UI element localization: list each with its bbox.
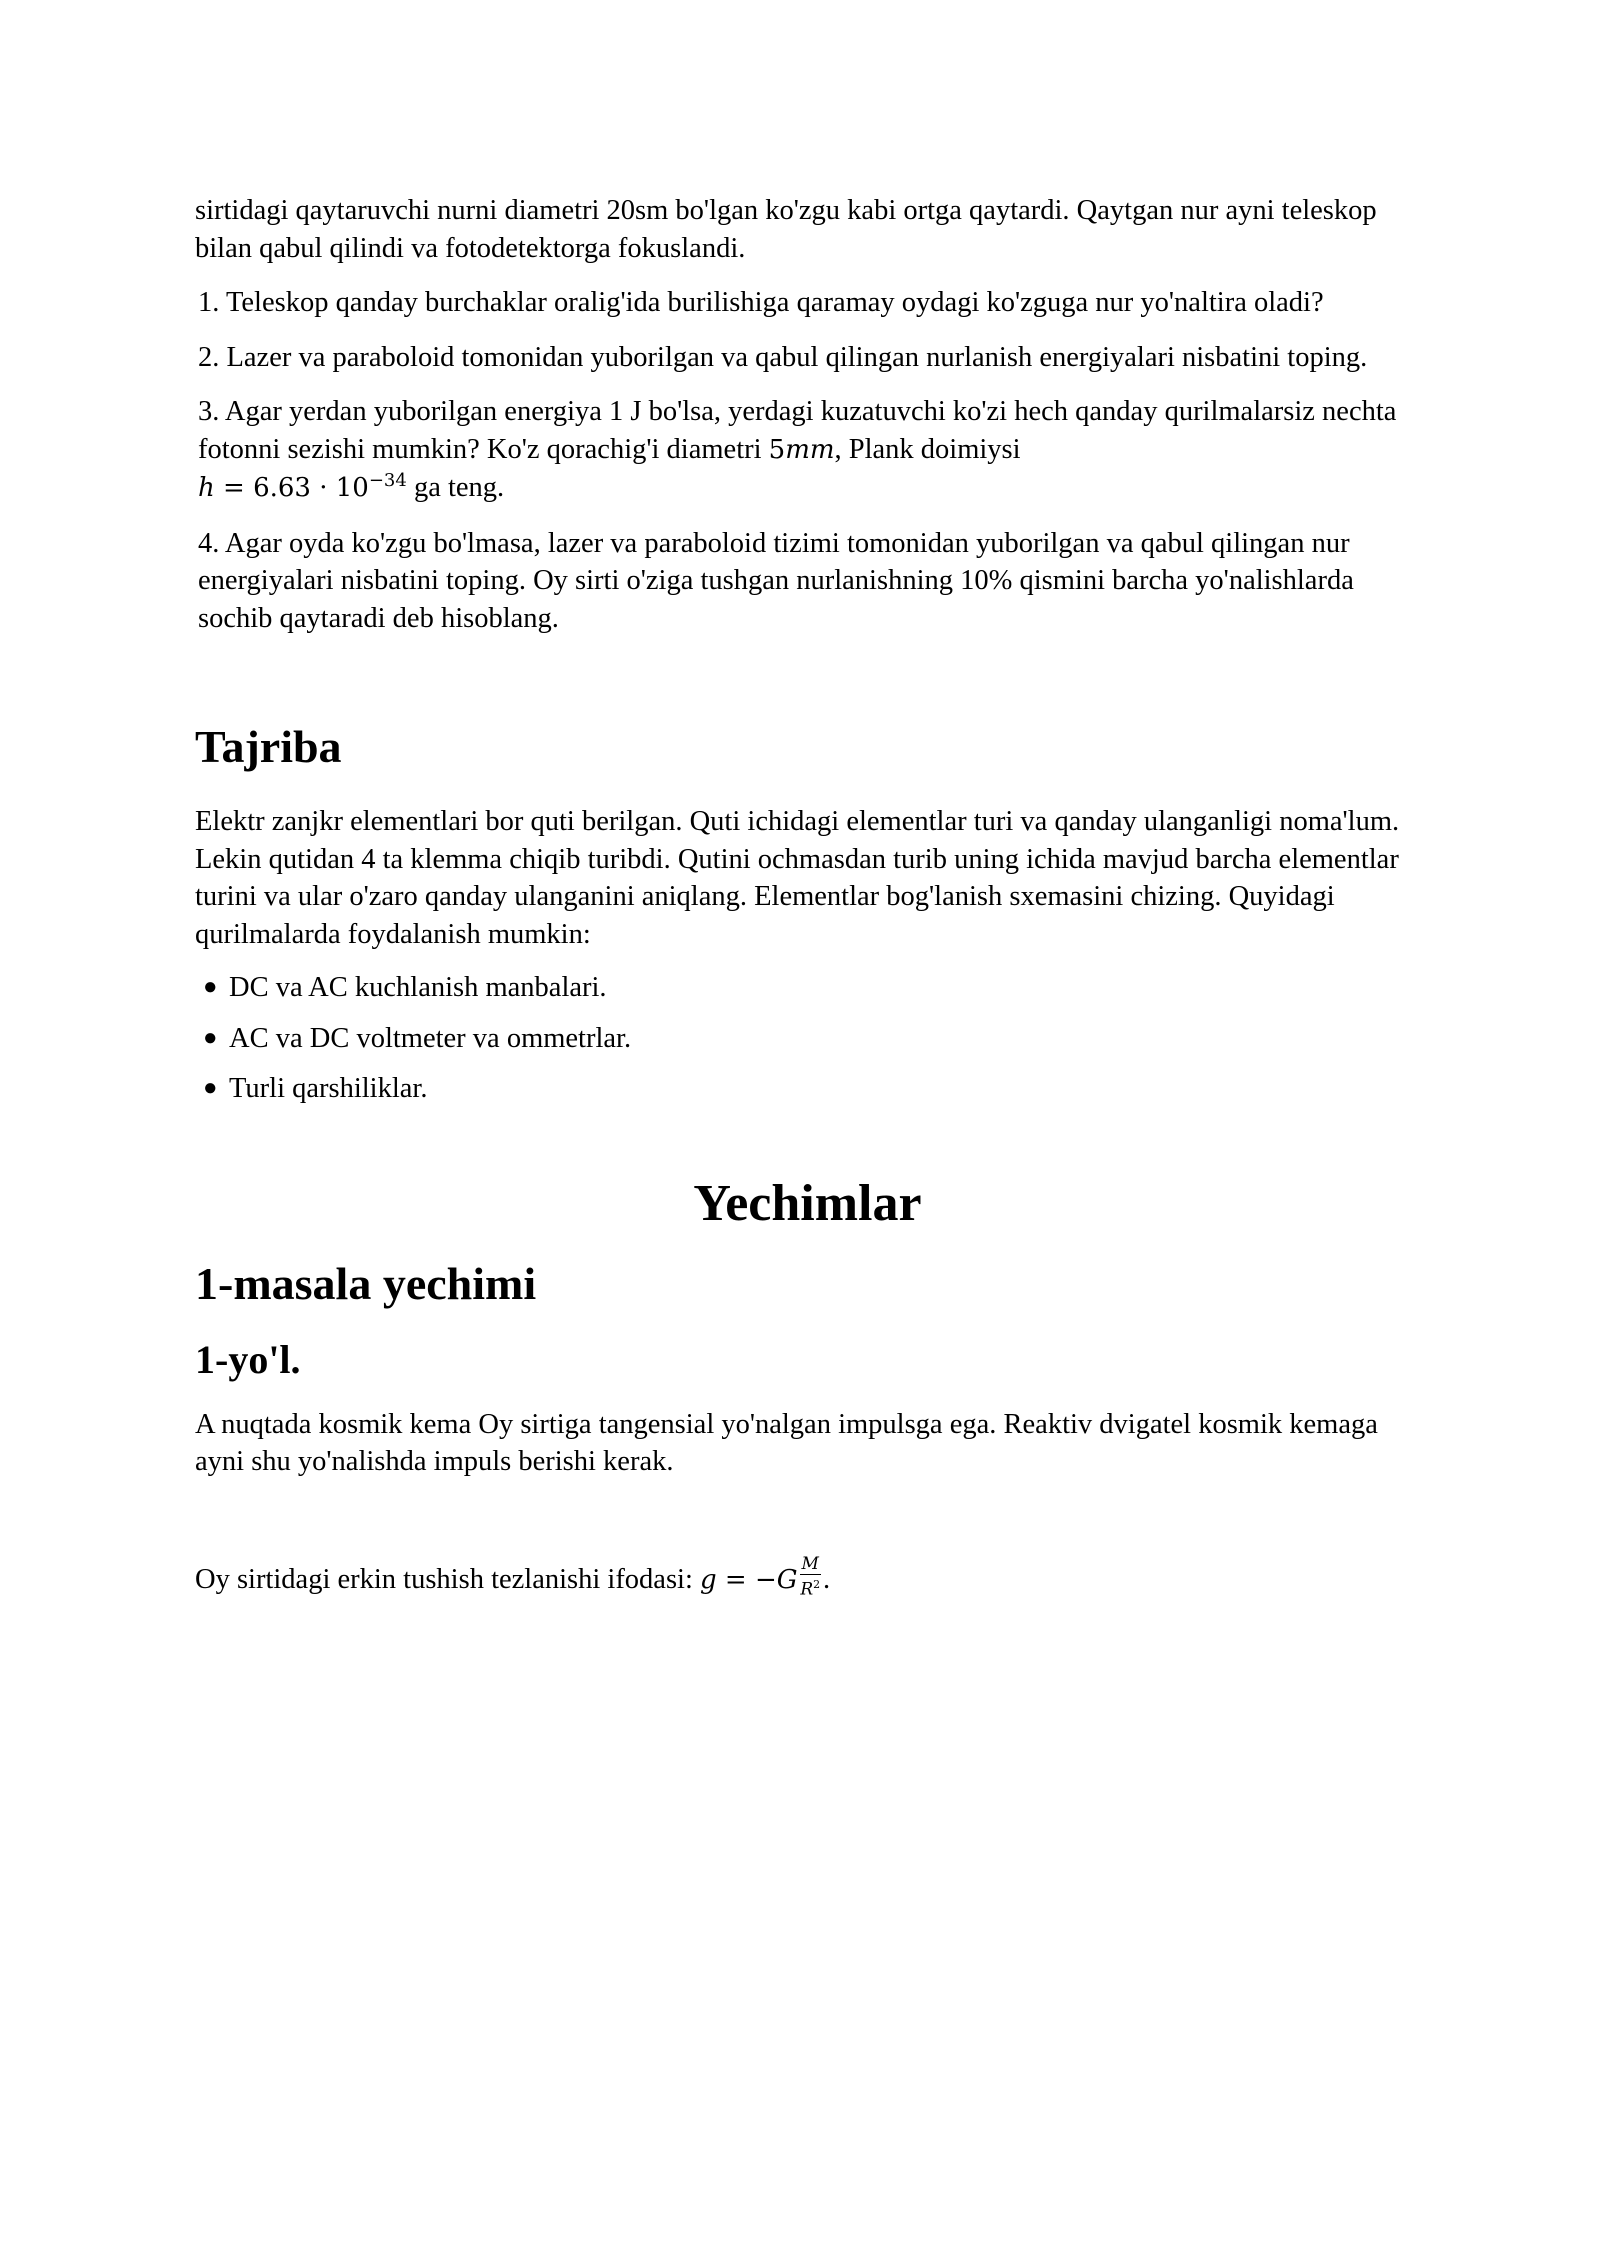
- equipment-list: [195, 969, 1420, 1108]
- pupil-diameter-unit: mm: [785, 434, 835, 465]
- subheading-masala-yechimi: 1-masala yechimi: [195, 1257, 537, 1309]
- gravity-formula-lhs: g = −G: [700, 1564, 798, 1595]
- page-content: [195, 192, 1420, 1603]
- subheading-yol: 1-yo'l.: [195, 1336, 301, 1382]
- question-3-text-b: , Plank doimiysi: [834, 433, 1021, 465]
- denominator-exponent: 2: [813, 1577, 821, 1591]
- bullet-icon: ●: [203, 1075, 218, 1101]
- bullet-icon: ●: [203, 974, 218, 1000]
- planck-symbol: h: [198, 473, 215, 503]
- list-item: [203, 1020, 1420, 1058]
- planck-exponent: −34: [368, 470, 407, 491]
- gravity-formula-fraction: [800, 1555, 821, 1600]
- solution-paragraph-2-text: Oy sirtidagi erkin tushish tezlanishi ifodasi:: [195, 1563, 701, 1595]
- pupil-diameter-value: 5: [768, 434, 786, 465]
- tajriba-paragraph: Elektr zanjkr elementlari bor quti berilgan. Quti ichidagi elementlar turi va qanday ulanganligi noma'lum. Lekin qutidan 4 ta klemma chiqib turibdi. Qutini ochmasdan turib uning ichida mavjud barcha elementlar turini va ular o'zaro qanday ulanganini aniqlang. Elementlar bog'lanish sxemasini chizing. Quyidagi qurilmalarda foydalanish mumkin:: [195, 806, 1400, 950]
- bullet-icon: ●: [203, 1024, 218, 1051]
- fraction-denominator: [800, 1575, 820, 1600]
- question-3: [195, 393, 1420, 508]
- question-3-text-c: ga teng.: [406, 472, 505, 503]
- problem-intro-paragraph: sirtidagi qaytaruvchi nurni diametri 20sm bo'lgan ko'zgu kabi ortga qaytardi. Qaytgan nur ayni teleskop bilan qabul qilindi va fotodetektorga fokuslandi.: [195, 195, 1377, 264]
- section-heading-tajriba: Tajriba: [195, 721, 342, 772]
- denominator-base: R: [800, 1579, 814, 1600]
- fraction-numerator: M: [801, 1553, 819, 1574]
- formula-period: .: [822, 1563, 831, 1595]
- question-2: 2. Lazer va paraboloid tomonidan yuborilgan va qabul qilingan nurlanish energiyalari nisbatini toping.: [198, 341, 1368, 373]
- list-item-text: AC va DC voltmeter va ommetrlar.: [229, 1022, 632, 1054]
- question-1: 1. Teleskop qanday burchaklar oralig'ida burilishiga qaramay oydagi ko'zguga nur yo'naltira oladi?: [198, 287, 1324, 318]
- question-4: 4. Agar oyda ko'zgu bo'lmasa, lazer va paraboloid tizimi tomonidan yuborilgan va qabul qilingan nur energiyalari nisbatini toping. Oy sirti o'ziga tushgan nurlanishning 10% qismini barcha yo'nalishlarda sochib qaytaradi deb hisoblang.: [198, 527, 1354, 634]
- question-3-text-a: 3. Agar yerdan yuborilgan energiya 1 J bo'lsa, yerdagi kuzatuvchi ko'zi hech qanday qurilmalarsiz nechta fotonni sezishi mumkin? Ko'z qorachig'i diametri: [198, 396, 1397, 465]
- planck-value: = 6.63 · 10: [214, 473, 369, 503]
- list-item-text: Turli qarshiliklar.: [229, 1073, 428, 1104]
- section-heading-yechimlar: Yechimlar: [693, 1174, 922, 1232]
- solution-paragraph-2: [195, 1553, 1420, 1604]
- list-item: [203, 1070, 1420, 1108]
- list-item: [203, 969, 1420, 1007]
- list-item-text: DC va AC kuchlanish manbalari.: [229, 972, 607, 1003]
- solution-paragraph-1: A nuqtada kosmik kema Oy sirtiga tangensial yo'nalgan impulsga ega. Reaktiv dvigatel kosmik kemaga ayni shu yo'nalishda impuls berishi kerak.: [195, 1408, 1378, 1477]
